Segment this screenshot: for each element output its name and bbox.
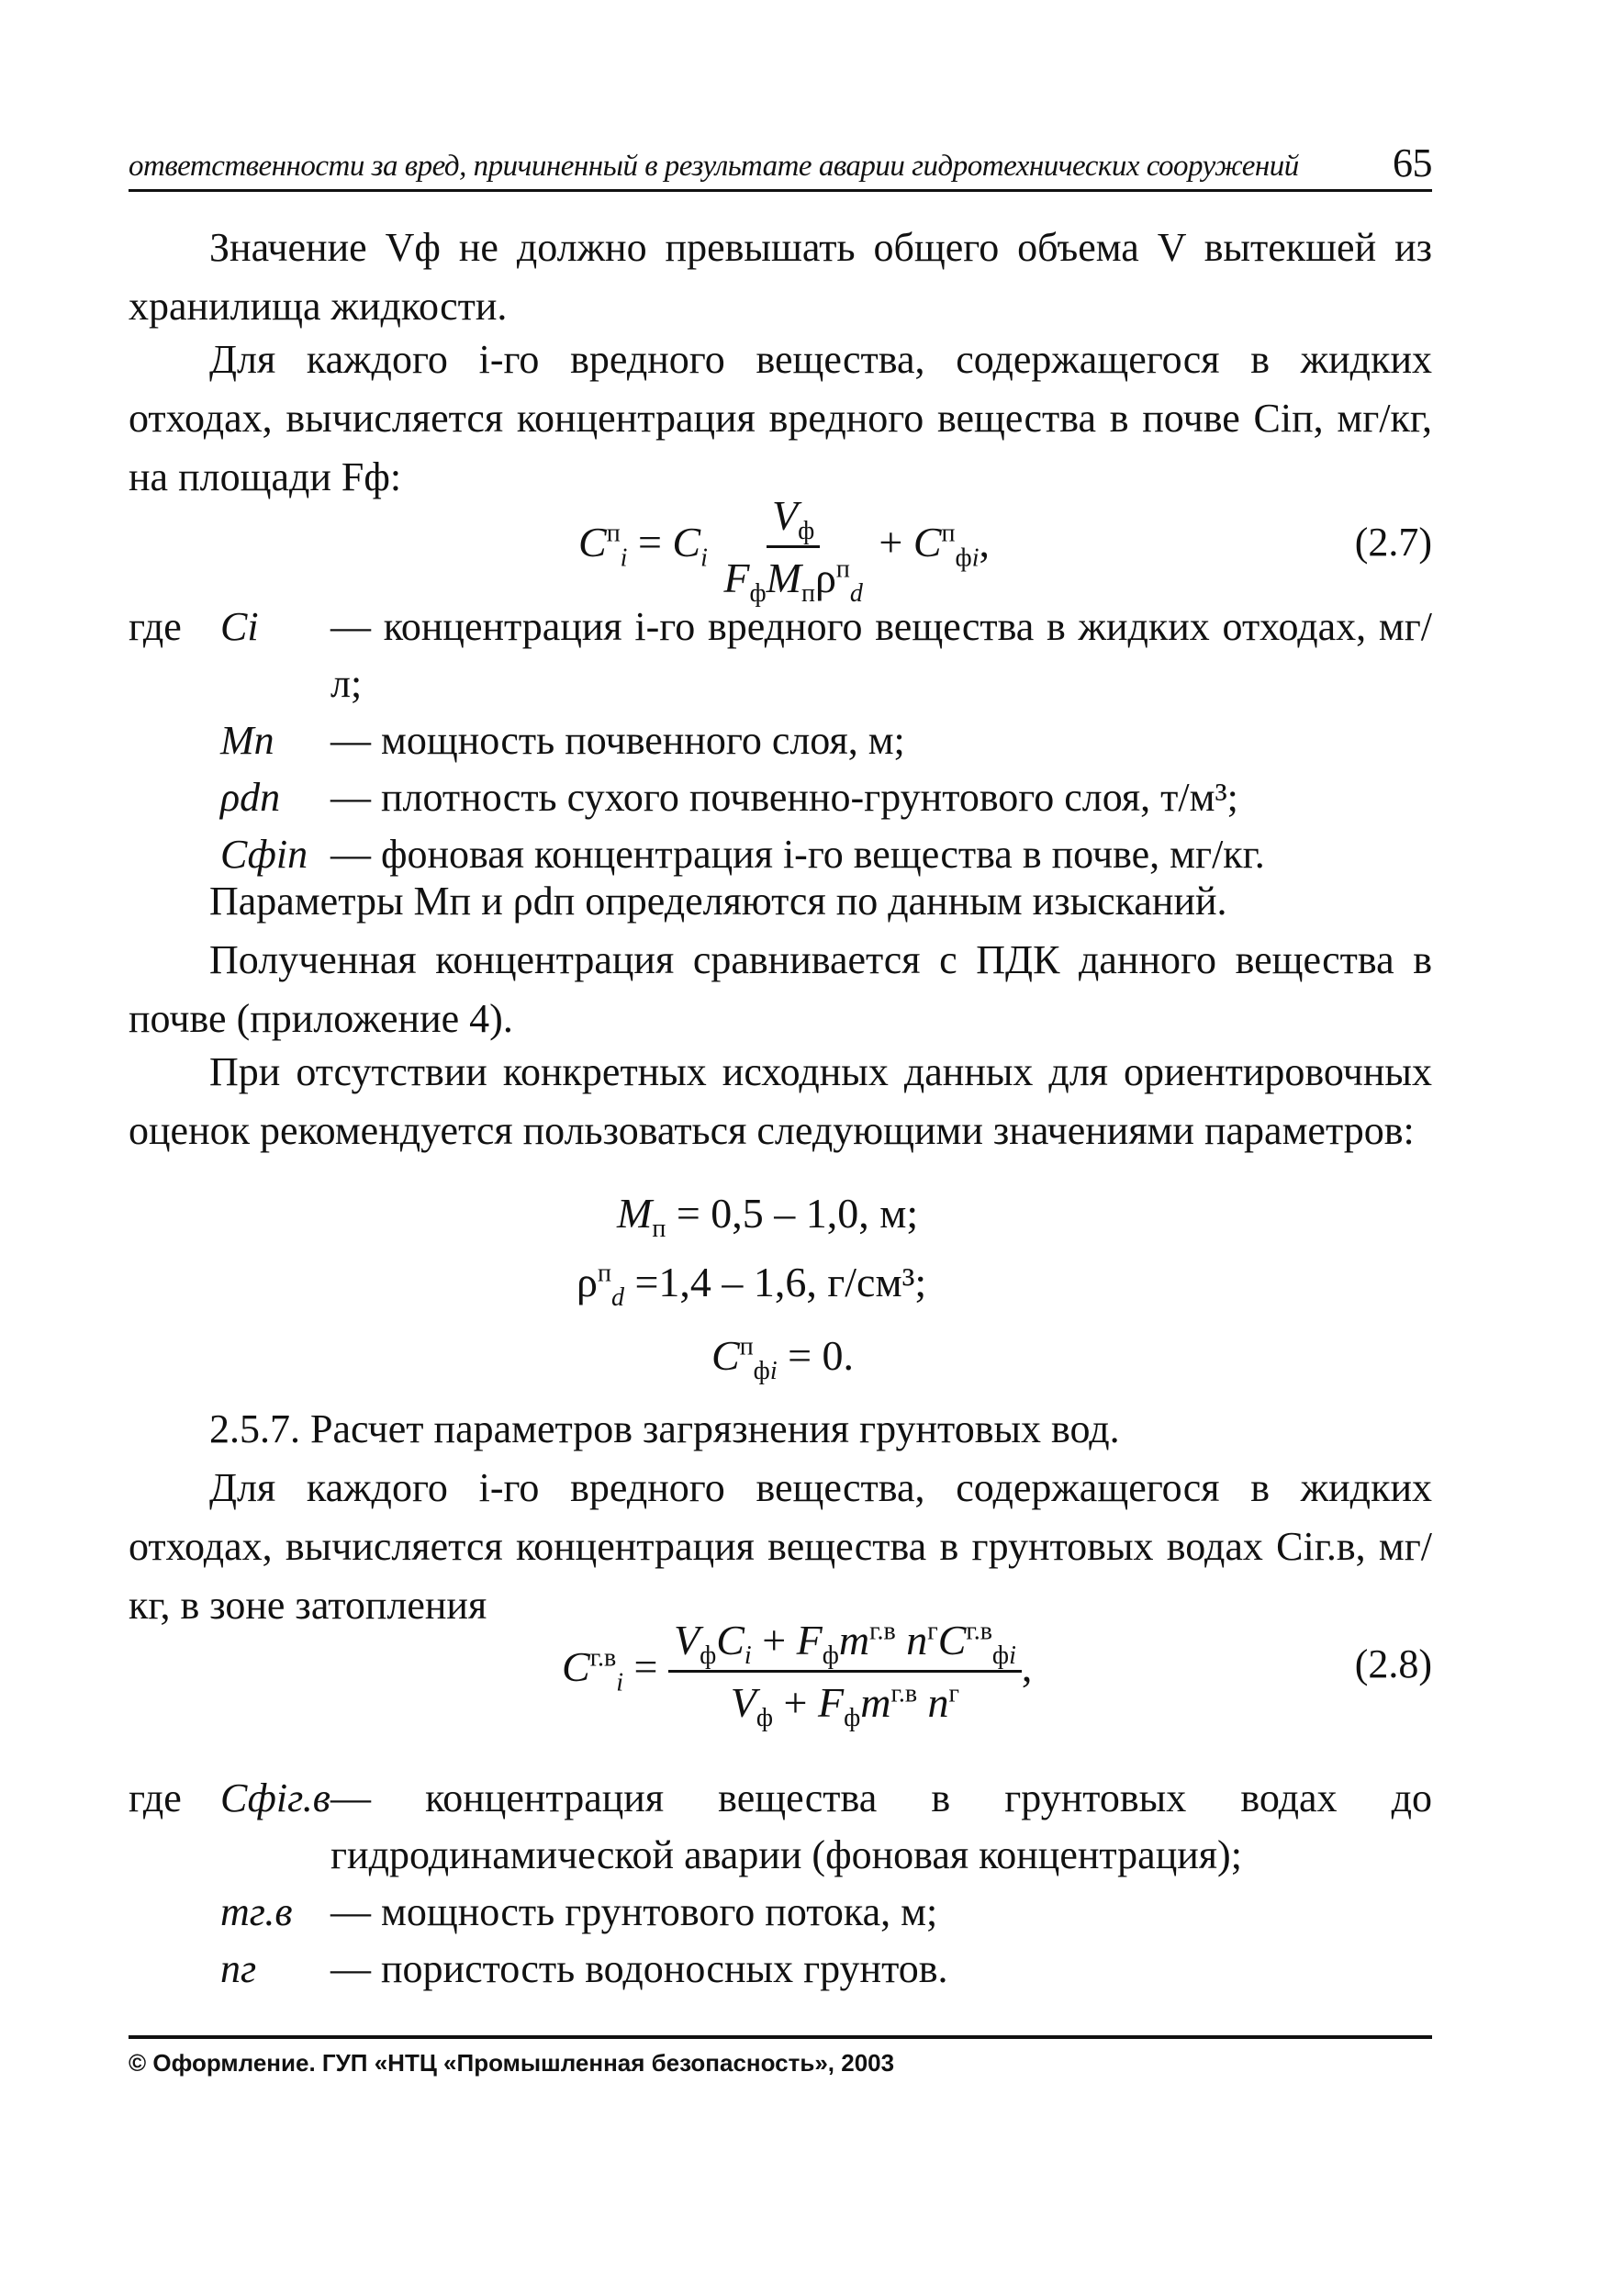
definition-text: — мощность почвенного слоя, м; xyxy=(330,718,905,763)
definition-row xyxy=(129,769,1432,826)
definition-row xyxy=(129,1884,1432,1941)
definition-text: — пористость водоносных грунтов. xyxy=(330,1946,948,1991)
definitions-list-2 xyxy=(129,1770,1432,1998)
definition-text: — мощность грунтового потока, м; xyxy=(330,1889,938,1934)
section-heading-2-5-7: 2.5.7. Расчет параметров загрязнения грунтовых вод. xyxy=(209,1406,1120,1451)
definition-lead: где xyxy=(129,1775,182,1820)
definition-text: — фоновая концентрация i-го вещества в почве, мг/кг. xyxy=(330,832,1265,877)
equation-cf: $C^п_{фi} = 0$. xyxy=(711,1332,855,1386)
definition-symbol: Сфiп xyxy=(220,832,308,877)
definitions-list-1 xyxy=(129,599,1432,883)
definition-symbol: mг.в xyxy=(220,1889,293,1934)
running-header xyxy=(129,140,1432,192)
footer-divider xyxy=(129,2035,1432,2039)
paragraph-2: Для каждого i-го вредного вещества, содержащегося в жидких отходах, вычисляется концентрация вредного вещества в почве Сiп, мг/кг, на площади Fф: xyxy=(129,337,1432,499)
paragraph-6: Для каждого i-го вредного вещества, содержащегося в жидких отходах, вычисляется концентрация вещества в грунтовых водах Сiг.в, мг/кг, в зоне затопления xyxy=(129,1465,1432,1628)
definition-row xyxy=(129,1770,1432,1884)
paragraph-1: Значение Vф не должно превышать общего объема V вытекшей из хранилища жидкости. xyxy=(129,225,1432,329)
definition-text: — концентрация вещества в грунтовых водах до гидродинамической аварии (фоновая концентрация); xyxy=(330,1775,1432,1877)
paragraph-5: При отсутствии конкретных исходных данных для ориентировочных оценок рекомендуется пользоваться следующими значениями параметров: xyxy=(129,1049,1432,1153)
equation-number-2-7: (2.7) xyxy=(1354,520,1432,565)
definition-text: — плотность сухого почвенно-грунтового слоя, т/м³; xyxy=(330,775,1238,820)
paragraph-3: Параметры Mп и ρdп определяются по данным изысканий. xyxy=(209,879,1227,924)
definition-row xyxy=(129,599,1432,712)
definition-text: — концентрация i-го вредного вещества в жидких отходах, мг/л; xyxy=(330,604,1432,706)
definition-symbol: Mп xyxy=(220,718,274,763)
definition-symbol: nг xyxy=(220,1946,257,1991)
definition-symbol: Ci xyxy=(220,604,259,649)
definition-row xyxy=(129,1941,1432,1998)
paragraph-4: Полученная концентрация сравнивается с ПДК данного вещества в почве (приложение 4). xyxy=(129,937,1432,1041)
definition-row xyxy=(129,712,1432,769)
definition-lead: где xyxy=(129,604,182,649)
equation-2-8: $C^{г.в}_i$ = $\frac{V_фC_i + F_фm^{г.в} n^гC^{г.в}_{фi}}{V_ф + F_фm^{г.в} n^г}$ , xyxy=(562,1617,1033,1733)
running-title: ответственности за вред, причиненный в результате аварии гидротехнических сооружений xyxy=(129,150,1299,183)
equation-rho: $\rho^п_d =1,4 - 1,6$, г/см³; xyxy=(577,1259,927,1313)
definition-symbol: ρdп xyxy=(220,775,281,820)
equation-2-7: $C^п_i = C_i$ $\frac{V_ф}{F_фM_п\rho^п_d}$ + $C^п_{фi}$, xyxy=(578,492,990,609)
definition-symbol: Сфiг.в xyxy=(220,1775,330,1820)
footer-copyright: © Оформление. ГУП «НТЦ «Промышленная безопасность», 2003 xyxy=(129,2049,895,2077)
equation-number-2-8: (2.8) xyxy=(1354,1641,1432,1686)
fraction: $\frac{V_фC_i + F_фm^{г.в} n^гC^{г.в}_{фi}}{V_ф + F_фm^{г.в} n^г}$ xyxy=(668,1616,1022,1727)
page-number: 65 xyxy=(1393,140,1432,185)
fraction: $\frac{V_ф}{F_фM_п\rho^п_d}$ xyxy=(723,492,863,609)
equation-mp: $M_п = 0,5 - 1,0$, м; xyxy=(617,1190,919,1244)
